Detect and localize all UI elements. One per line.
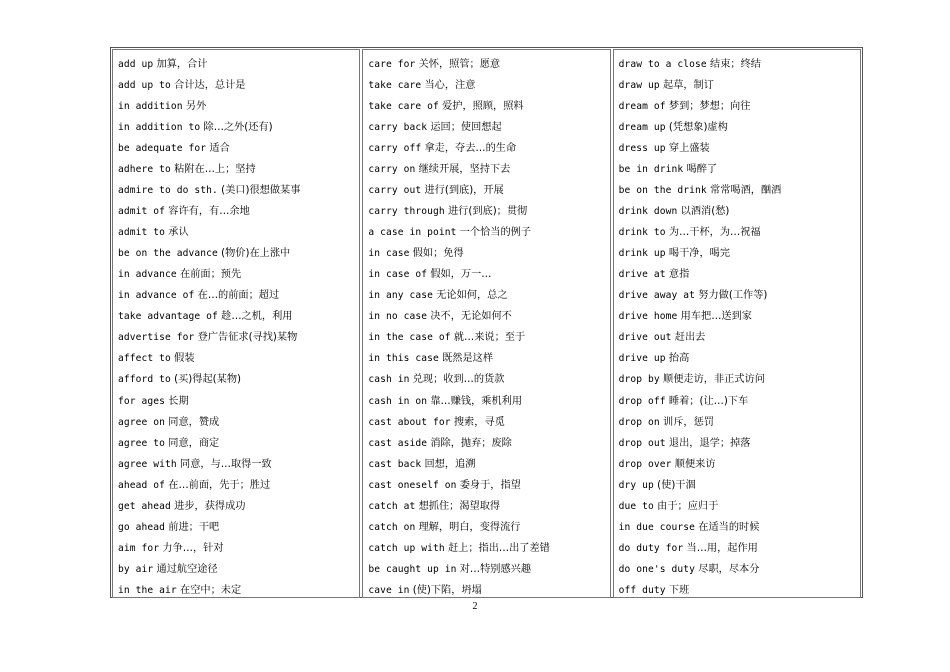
- phrase-english: cast about for: [368, 416, 451, 428]
- phrase-english: drive at: [618, 269, 666, 281]
- phrase-english: agree with: [118, 458, 177, 470]
- phrase-chinese: 下班: [668, 584, 690, 596]
- vocabulary-column-3: [613, 49, 861, 598]
- phrase-english: do duty for: [618, 542, 684, 554]
- phrase-english: drive away at: [618, 290, 696, 302]
- phrase-english: afford to: [118, 374, 171, 386]
- phrase-chinese: 容许有，有…余地: [168, 206, 250, 218]
- vocabulary-entry: [614, 433, 860, 454]
- phrase-english: in the case of: [368, 332, 451, 344]
- phrase-english: in addition: [118, 101, 183, 113]
- vocabulary-entry: [363, 327, 609, 348]
- phrase-english: add up: [118, 59, 154, 70]
- phrase-english: in advance of: [118, 290, 195, 302]
- vocabulary-entry: [363, 517, 609, 538]
- vocabulary-entry: [113, 454, 359, 475]
- vocabulary-entry: [113, 201, 359, 222]
- phrase-chinese: 努力做(工作等): [698, 290, 768, 302]
- page-number: 2: [472, 601, 478, 612]
- phrase-chinese: 同意，商定: [168, 437, 220, 449]
- phrase-chinese: 登广告征求(寻找)某物: [197, 332, 298, 344]
- phrase-chinese: 承认: [168, 227, 189, 239]
- vocabulary-entry: [614, 96, 860, 117]
- phrase-english: admit to: [118, 227, 166, 239]
- phrase-chinese: 在前面；预先: [180, 269, 242, 281]
- vocabulary-entry: [614, 306, 860, 327]
- vocabulary-entry: [363, 496, 609, 517]
- phrase-chinese: 当心，注意: [424, 80, 476, 92]
- phrase-english: dream of: [618, 101, 666, 113]
- phrase-english: off duty: [618, 584, 666, 596]
- phrase-chinese: 委身于，指望: [459, 479, 521, 491]
- phrase-chinese: 回想，追溯: [424, 458, 476, 470]
- vocabulary-entry: [363, 306, 609, 327]
- phrase-english: a case in point: [368, 227, 457, 239]
- phrase-chinese: 抬高: [668, 353, 690, 365]
- phrase-english: drop over: [618, 458, 672, 470]
- phrase-chinese: 赶上；指出…出了差错: [447, 542, 550, 554]
- vocabulary-entry: [113, 180, 359, 201]
- phrase-chinese: 拿走，夺去…的生命: [424, 143, 517, 155]
- phrase-english: cave in: [368, 584, 410, 596]
- phrase-english: aim for: [118, 542, 160, 554]
- phrase-chinese: 在…前面，先于；胜过: [168, 479, 271, 491]
- phrase-chinese: 常常喝酒，酗酒: [710, 185, 782, 197]
- vocabulary-entry: [614, 201, 860, 222]
- vocabulary-entry: [363, 159, 609, 180]
- vocabulary-entry: [614, 222, 860, 243]
- phrase-chinese: 喝干净，喝完: [668, 248, 731, 260]
- phrase-english: go ahead: [118, 521, 166, 533]
- phrase-chinese: 起草，制订: [663, 80, 714, 92]
- vocabulary-entry: [614, 496, 860, 517]
- vocabulary-entry: [614, 243, 860, 264]
- vocabulary-entry: [363, 433, 609, 454]
- phrase-english: in any case: [368, 290, 433, 302]
- phrase-english: drop off: [618, 395, 666, 407]
- vocabulary-entry: [614, 369, 860, 390]
- vocabulary-entry: [363, 538, 609, 559]
- phrase-english: be adequate for: [118, 143, 207, 155]
- phrase-english: in addition to: [118, 122, 201, 134]
- phrase-chinese: 趁…之机，利用: [221, 311, 293, 323]
- phrase-english: add up to: [118, 80, 171, 92]
- phrase-chinese: 前进；干吧: [168, 521, 220, 533]
- phrase-chinese: 通过航空途径: [156, 563, 218, 575]
- phrase-english: carry off: [368, 143, 422, 155]
- phrase-chinese: 靠…赚钱，乘机利用: [430, 395, 523, 407]
- vocabulary-entry: [113, 517, 359, 538]
- vocabulary-entry: [113, 391, 359, 412]
- phrase-english: take care of: [368, 101, 439, 113]
- vocabulary-entry: [614, 117, 860, 138]
- phrase-english: by air: [118, 563, 154, 575]
- phrase-chinese: 决不，无论如何不: [430, 311, 512, 323]
- vocabulary-entry: [113, 475, 359, 496]
- phrase-english: get ahead: [118, 500, 171, 512]
- phrase-chinese: 理解，明白，变得流行: [418, 521, 521, 533]
- vocabulary-entry: [614, 580, 860, 598]
- phrase-chinese: 在空中；未定: [180, 584, 242, 596]
- vocabulary-entry: [113, 580, 359, 598]
- vocabulary-entry: [363, 117, 609, 138]
- phrase-chinese: 就…来说；至于: [453, 332, 526, 344]
- phrase-chinese: 顺便来访: [674, 458, 716, 470]
- vocabulary-entry: [614, 538, 860, 559]
- vocabulary-column-2: [362, 49, 610, 598]
- phrase-english: take care: [368, 80, 422, 92]
- phrase-english: drink up: [618, 248, 666, 260]
- vocabulary-entry: [614, 264, 860, 285]
- phrase-english: catch at: [368, 500, 416, 512]
- vocabulary-entry: [614, 285, 860, 306]
- vocabulary-entry: [113, 538, 359, 559]
- phrase-chinese: 除…之外(还有): [203, 122, 273, 134]
- vocabulary-entry: [363, 180, 609, 201]
- phrase-english: in the air: [118, 584, 177, 596]
- vocabulary-entry: [614, 138, 860, 159]
- vocabulary-entry: [363, 264, 609, 285]
- phrase-english: admire to do sth.: [118, 185, 218, 197]
- vocabulary-entry: [113, 75, 359, 96]
- phrase-chinese: (美口)很想做某事: [221, 185, 301, 197]
- vocabulary-entry: [614, 54, 860, 75]
- phrase-chinese: 用车把…送到家: [680, 311, 752, 323]
- vocabulary-entry: [113, 159, 359, 180]
- phrase-english: cash in on: [368, 395, 428, 407]
- vocabulary-entry: [363, 412, 609, 433]
- phrase-chinese: 进行(到底)；贯彻: [447, 206, 528, 218]
- vocabulary-entry: [363, 391, 609, 412]
- phrase-english: for ages: [118, 395, 166, 407]
- phrase-chinese: 在适当的时候: [698, 521, 760, 533]
- vocabulary-entry: [614, 348, 860, 369]
- phrase-chinese: 假如，万一…: [430, 269, 492, 281]
- vocabulary-entry: [363, 580, 609, 598]
- vocabulary-entry: [113, 264, 359, 285]
- vocabulary-entry: [614, 559, 860, 580]
- phrase-english: carry on: [368, 164, 416, 176]
- vocabulary-entry: [614, 180, 860, 201]
- phrase-chinese: 运回；使回想起: [430, 122, 502, 134]
- phrase-chinese: 合计达，总计是: [174, 80, 246, 92]
- vocabulary-entry: [363, 285, 609, 306]
- phrase-english: in case of: [368, 269, 428, 281]
- vocabulary-entry: [363, 222, 609, 243]
- phrase-chinese: 适合: [209, 143, 230, 155]
- vocabulary-entry: [363, 369, 609, 390]
- phrase-english: admit of: [118, 206, 166, 218]
- phrase-english: carry out: [368, 185, 422, 197]
- phrase-chinese: (凭想象)虚构: [668, 122, 728, 134]
- vocabulary-entry: [113, 327, 359, 348]
- phrase-english: do one's duty: [618, 563, 696, 575]
- phrase-chinese: 长期: [168, 395, 189, 407]
- phrase-chinese: 假如；免得: [412, 248, 464, 260]
- vocabulary-entry: [614, 75, 860, 96]
- vocabulary-entry: [113, 243, 359, 264]
- phrase-english: in no case: [368, 311, 428, 323]
- phrase-english: dry up: [618, 479, 654, 491]
- phrase-chinese: 进步，获得成功: [174, 500, 246, 512]
- vocabulary-entry: [614, 391, 860, 412]
- phrase-chinese: 同意，赞成: [168, 416, 220, 428]
- vocabulary-entry: [363, 138, 609, 159]
- vocabulary-entry: [363, 348, 609, 369]
- phrase-chinese: (使)下陷，坍塌: [412, 584, 482, 596]
- phrase-english: ahead of: [118, 479, 166, 491]
- phrase-chinese: 顺便走访，非正式访问: [663, 374, 765, 386]
- phrase-english: be on the drink: [618, 185, 707, 197]
- phrase-chinese: 意指: [668, 269, 690, 281]
- phrase-english: in due course: [618, 521, 696, 533]
- phrase-english: drop on: [618, 416, 660, 428]
- vocabulary-entry: [363, 201, 609, 222]
- vocabulary-entry: [614, 475, 860, 496]
- vocabulary-entry: [614, 412, 860, 433]
- phrase-chinese: 力争…，针对: [162, 542, 224, 554]
- phrase-chinese: (买)得起(某物): [174, 374, 241, 386]
- vocabulary-entry: [363, 54, 609, 75]
- phrase-chinese: 兑现；收到…的货款: [412, 374, 505, 386]
- phrase-chinese: 粘附在…上；坚持: [174, 164, 256, 176]
- phrase-english: agree to: [118, 437, 166, 449]
- phrase-english: catch up with: [368, 542, 445, 554]
- vocabulary-entry: [363, 75, 609, 96]
- phrase-english: drive up: [618, 353, 666, 365]
- vocabulary-table: [110, 47, 863, 598]
- vocabulary-entry: [113, 117, 359, 138]
- vocabulary-entry: [614, 517, 860, 538]
- vocabulary-entry: [113, 96, 359, 117]
- phrase-english: affect to: [118, 353, 171, 365]
- phrase-chinese: 由于；应归于: [657, 500, 719, 512]
- phrase-chinese: 赶出去: [674, 332, 706, 344]
- phrase-english: drink down: [618, 206, 678, 218]
- vocabulary-entry: [113, 54, 359, 75]
- vocabulary-entry: [113, 412, 359, 433]
- phrase-chinese: 消除，抛弃；废除: [430, 437, 512, 449]
- phrase-chinese: 睡着；(让…)下车: [668, 395, 749, 407]
- vocabulary-entry: [113, 496, 359, 517]
- phrase-chinese: 加算，合计: [156, 59, 208, 70]
- phrase-english: advertise for: [118, 332, 195, 344]
- vocabulary-entry: [113, 222, 359, 243]
- phrase-chinese: 既然是这样: [442, 353, 494, 365]
- phrase-english: be in drink: [618, 164, 684, 176]
- phrase-chinese: 爱护，照顾，照料: [442, 101, 524, 113]
- phrase-english: draw up: [618, 80, 660, 92]
- phrase-chinese: 训斥，惩罚: [663, 416, 714, 428]
- phrase-chinese: 同意，与…取得一致: [180, 458, 272, 470]
- phrase-english: drive out: [618, 332, 672, 344]
- phrase-english: take advantage of: [118, 311, 218, 323]
- phrase-chinese: 无论如何，总之: [436, 290, 508, 302]
- phrase-chinese: 在…的前面；超过: [197, 290, 280, 302]
- phrase-chinese: 假装: [174, 353, 195, 365]
- phrase-english: drop by: [618, 374, 660, 386]
- phrase-english: in advance: [118, 269, 177, 281]
- phrase-english: dress up: [618, 143, 666, 155]
- vocabulary-entry: [614, 159, 860, 180]
- phrase-english: be on the advance: [118, 248, 218, 260]
- phrase-chinese: 结束；终结: [710, 59, 761, 70]
- phrase-chinese: 对…特别感兴趣: [459, 563, 532, 575]
- phrase-english: dream up: [618, 122, 666, 134]
- phrase-english: in case: [368, 248, 410, 260]
- phrase-chinese: 为…干杯，为…祝福: [668, 227, 761, 239]
- phrase-english: catch on: [368, 521, 416, 533]
- phrase-english: cast oneself on: [368, 479, 457, 491]
- vocabulary-entry: [113, 369, 359, 390]
- phrase-english: cast aside: [368, 437, 428, 449]
- phrase-english: adhere to: [118, 164, 171, 176]
- vocabulary-entry: [363, 243, 609, 264]
- vocabulary-entry: [614, 454, 860, 475]
- phrase-chinese: 一个恰当的例子: [459, 227, 532, 239]
- vocabulary-column-1: [112, 49, 360, 598]
- vocabulary-entry: [113, 433, 359, 454]
- phrase-chinese: 关怀，照管；愿意: [418, 59, 501, 70]
- phrase-chinese: 以酒消(愁): [680, 206, 730, 218]
- phrase-english: agree on: [118, 416, 166, 428]
- phrase-chinese: (使)干涸: [657, 479, 696, 491]
- vocabulary-entry: [363, 559, 609, 580]
- phrase-english: carry through: [368, 206, 445, 218]
- vocabulary-entry: [113, 348, 359, 369]
- vocabulary-entry: [614, 327, 860, 348]
- phrase-english: drink to: [618, 227, 666, 239]
- phrase-chinese: 退出，退学；掉落: [668, 437, 751, 449]
- vocabulary-entry: [363, 454, 609, 475]
- phrase-chinese: 继续开展，坚持下去: [418, 164, 511, 176]
- phrase-chinese: 另外: [185, 101, 207, 113]
- vocabulary-entry: [113, 559, 359, 580]
- phrase-english: due to: [618, 500, 654, 512]
- vocabulary-entry: [363, 96, 609, 117]
- phrase-chinese: 想抓住；渴望取得: [418, 500, 501, 512]
- phrase-english: draw to a close: [618, 59, 707, 70]
- phrase-chinese: 尽职，尽本分: [698, 563, 760, 575]
- phrase-english: cash in: [368, 374, 410, 386]
- phrase-english: carry back: [368, 122, 428, 134]
- phrase-english: care for: [368, 59, 416, 70]
- phrase-english: drop out: [618, 437, 666, 449]
- phrase-chinese: 搜索，寻觅: [453, 416, 505, 428]
- vocabulary-entry: [113, 285, 359, 306]
- vocabulary-entry: [363, 475, 609, 496]
- phrase-chinese: 当…用，起作用: [686, 542, 758, 554]
- phrase-chinese: 梦到；梦想；向往: [668, 101, 751, 113]
- phrase-chinese: (物价)在上涨中: [221, 248, 291, 260]
- phrase-english: cast back: [368, 458, 422, 470]
- vocabulary-entry: [113, 306, 359, 327]
- phrase-chinese: 穿上盛装: [668, 143, 710, 155]
- phrase-english: in this case: [368, 353, 439, 365]
- vocabulary-entry: [113, 138, 359, 159]
- phrase-english: be caught up in: [368, 563, 457, 575]
- phrase-chinese: 进行(到底)，开展: [424, 185, 504, 197]
- phrase-english: drive home: [618, 311, 678, 323]
- phrase-chinese: 喝醉了: [686, 164, 718, 176]
